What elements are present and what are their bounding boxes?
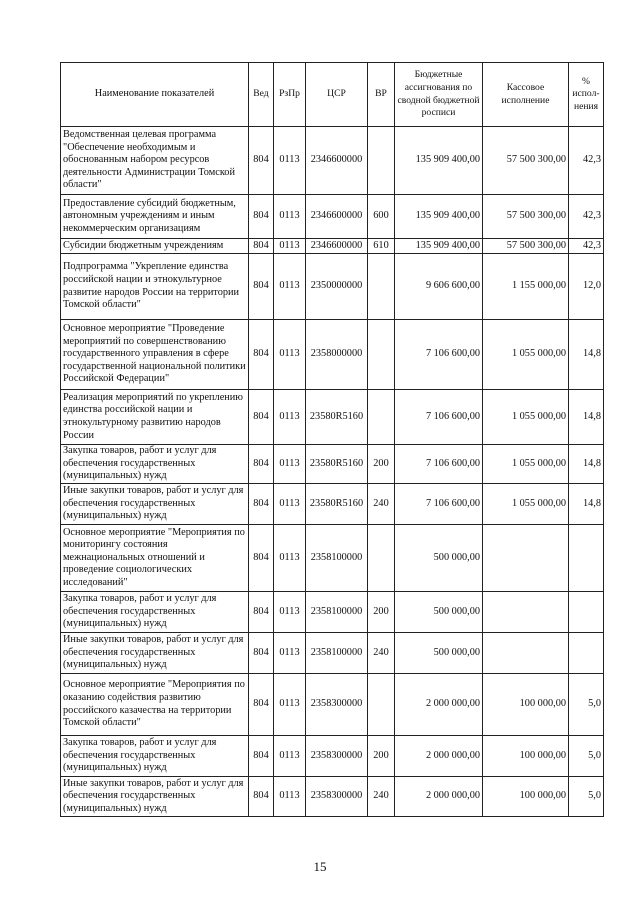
cell-ved: 804 [249,127,274,195]
cell-cash: 100 000,00 [483,736,569,777]
cell-percent [569,525,604,592]
table-row [61,239,604,254]
cell-rzpr: 0113 [274,254,306,320]
cell-percent: 14,8 [569,320,604,390]
cell-budget: 500 000,00 [395,633,483,674]
cell-csr: 2358300000 [306,777,368,817]
cell-rzpr: 0113 [274,736,306,777]
budget-execution-table [60,62,604,817]
cell-ved: 804 [249,254,274,320]
cell-percent [569,592,604,633]
cell-percent: 5,0 [569,777,604,817]
table-row [61,484,604,525]
cell-budget: 2 000 000,00 [395,736,483,777]
cell-csr: 2346600000 [306,127,368,195]
cell-budget: 7 106 600,00 [395,320,483,390]
cell-csr: 23580R5160 [306,484,368,525]
cell-rzpr: 0113 [274,484,306,525]
cell-ved: 804 [249,390,274,445]
cell-vr [368,127,395,195]
cell-name: Иные закупки товаров, работ и услуг для обеспечения государственных (муниципальных) нужд [61,633,249,674]
cell-csr: 2346600000 [306,195,368,239]
cell-vr: 600 [368,195,395,239]
cell-budget: 135 909 400,00 [395,239,483,254]
cell-vr [368,390,395,445]
cell-percent: 5,0 [569,736,604,777]
cell-budget: 135 909 400,00 [395,195,483,239]
cell-cash [483,592,569,633]
cell-budget: 500 000,00 [395,525,483,592]
cell-ved: 804 [249,445,274,484]
table-row [61,736,604,777]
cell-name: Основное мероприятие "Мероприятия по мониторингу состояния межнациональных отношений и проведение социологических исследований" [61,525,249,592]
cell-rzpr: 0113 [274,320,306,390]
cell-cash: 100 000,00 [483,674,569,736]
cell-vr: 240 [368,633,395,674]
cell-ved: 804 [249,592,274,633]
table-row [61,320,604,390]
cell-rzpr: 0113 [274,592,306,633]
header-rzpr: РзПр [274,63,306,127]
cell-rzpr: 0113 [274,390,306,445]
header-cash: Кассовое исполнение [483,63,569,127]
cell-cash: 1 055 000,00 [483,445,569,484]
cell-vr: 610 [368,239,395,254]
cell-percent: 5,0 [569,674,604,736]
table-row [61,633,604,674]
header-name: Наименование показателей [61,63,249,127]
cell-rzpr: 0113 [274,674,306,736]
table-row [61,777,604,817]
cell-ved: 804 [249,484,274,525]
cell-cash [483,633,569,674]
cell-vr: 200 [368,592,395,633]
table-row [61,390,604,445]
table-header-row [61,63,604,127]
cell-ved: 804 [249,320,274,390]
cell-cash: 57 500 300,00 [483,195,569,239]
cell-name: Иные закупки товаров, работ и услуг для обеспечения государственных (муниципальных) нужд [61,484,249,525]
cell-ved: 804 [249,777,274,817]
cell-csr: 23580R5160 [306,445,368,484]
cell-vr: 240 [368,484,395,525]
cell-ved: 804 [249,736,274,777]
cell-ved: 804 [249,195,274,239]
header-csr: ЦСР [306,63,368,127]
cell-name: Закупка товаров, работ и услуг для обеспечения государственных (муниципальных) нужд [61,445,249,484]
cell-budget: 7 106 600,00 [395,445,483,484]
cell-percent: 42,3 [569,239,604,254]
cell-cash: 57 500 300,00 [483,127,569,195]
cell-percent: 14,8 [569,445,604,484]
table-row [61,592,604,633]
cell-cash: 1 055 000,00 [483,484,569,525]
cell-budget: 7 106 600,00 [395,484,483,525]
cell-name: Иные закупки товаров, работ и услуг для обеспечения государственных (муниципальных) нужд [61,777,249,817]
cell-percent: 14,8 [569,390,604,445]
cell-percent: 14,8 [569,484,604,525]
cell-cash [483,525,569,592]
cell-vr [368,254,395,320]
table-row [61,254,604,320]
cell-name: Реализация мероприятий по укреплению единства российской нации и этнокультурному развитию народов России [61,390,249,445]
cell-rzpr: 0113 [274,127,306,195]
cell-csr: 23580R5160 [306,390,368,445]
cell-percent: 12,0 [569,254,604,320]
table-row [61,674,604,736]
cell-rzpr: 0113 [274,195,306,239]
cell-csr: 2358000000 [306,320,368,390]
cell-name: Предоставление субсидий бюджетным, автономным учреждениям и иным некоммерческим организациям [61,195,249,239]
cell-name: Ведомственная целевая программа "Обеспечение необходимым и обоснованным набором ресурсов деятельности Администрации Томской области" [61,127,249,195]
cell-name: Закупка товаров, работ и услуг для обеспечения государственных (муниципальных) нужд [61,736,249,777]
cell-name: Подпрограмма "Укрепление единства российской нации и этнокультурное развитие народов России на территории Томской области" [61,254,249,320]
table-row [61,445,604,484]
cell-vr: 240 [368,777,395,817]
cell-vr: 200 [368,445,395,484]
cell-cash: 100 000,00 [483,777,569,817]
cell-cash: 1 055 000,00 [483,320,569,390]
cell-rzpr: 0113 [274,633,306,674]
cell-percent: 42,3 [569,195,604,239]
cell-budget: 500 000,00 [395,592,483,633]
cell-vr [368,674,395,736]
cell-percent [569,633,604,674]
cell-ved: 804 [249,239,274,254]
cell-rzpr: 0113 [274,445,306,484]
header-budget: Бюджетные ассигнования по сводной бюджетной росписи [395,63,483,127]
cell-name: Закупка товаров, работ и услуг для обеспечения государственных (муниципальных) нужд [61,592,249,633]
cell-budget: 2 000 000,00 [395,674,483,736]
page-number: 15 [313,859,327,874]
header-vr: ВР [368,63,395,127]
header-percent: % испол-нения [569,63,604,127]
cell-cash: 57 500 300,00 [483,239,569,254]
cell-vr [368,525,395,592]
cell-budget: 7 106 600,00 [395,390,483,445]
cell-name: Основное мероприятие "Мероприятия по оказанию содействия развитию российского казачества на территории Томской области" [61,674,249,736]
cell-vr [368,320,395,390]
cell-csr: 2358100000 [306,592,368,633]
cell-ved: 804 [249,633,274,674]
cell-percent: 42,3 [569,127,604,195]
cell-rzpr: 0113 [274,777,306,817]
cell-cash: 1 155 000,00 [483,254,569,320]
cell-csr: 2350000000 [306,254,368,320]
cell-name: Основное мероприятие "Проведение мероприятий по совершенствованию государственного управления в сфере государственной национальной политики Российской Федерации" [61,320,249,390]
cell-budget: 135 909 400,00 [395,127,483,195]
cell-ved: 804 [249,525,274,592]
table-row [61,195,604,239]
cell-rzpr: 0113 [274,525,306,592]
cell-csr: 2358100000 [306,525,368,592]
cell-rzpr: 0113 [274,239,306,254]
cell-ved: 804 [249,674,274,736]
cell-csr: 2358300000 [306,736,368,777]
cell-csr: 2358300000 [306,674,368,736]
header-ved: Вед [249,63,274,127]
cell-vr: 200 [368,736,395,777]
cell-csr: 2346600000 [306,239,368,254]
cell-csr: 2358100000 [306,633,368,674]
cell-budget: 9 606 600,00 [395,254,483,320]
cell-cash: 1 055 000,00 [483,390,569,445]
table-row [61,127,604,195]
cell-name: Субсидии бюджетным учреждениям [61,239,249,254]
table-row [61,525,604,592]
cell-budget: 2 000 000,00 [395,777,483,817]
